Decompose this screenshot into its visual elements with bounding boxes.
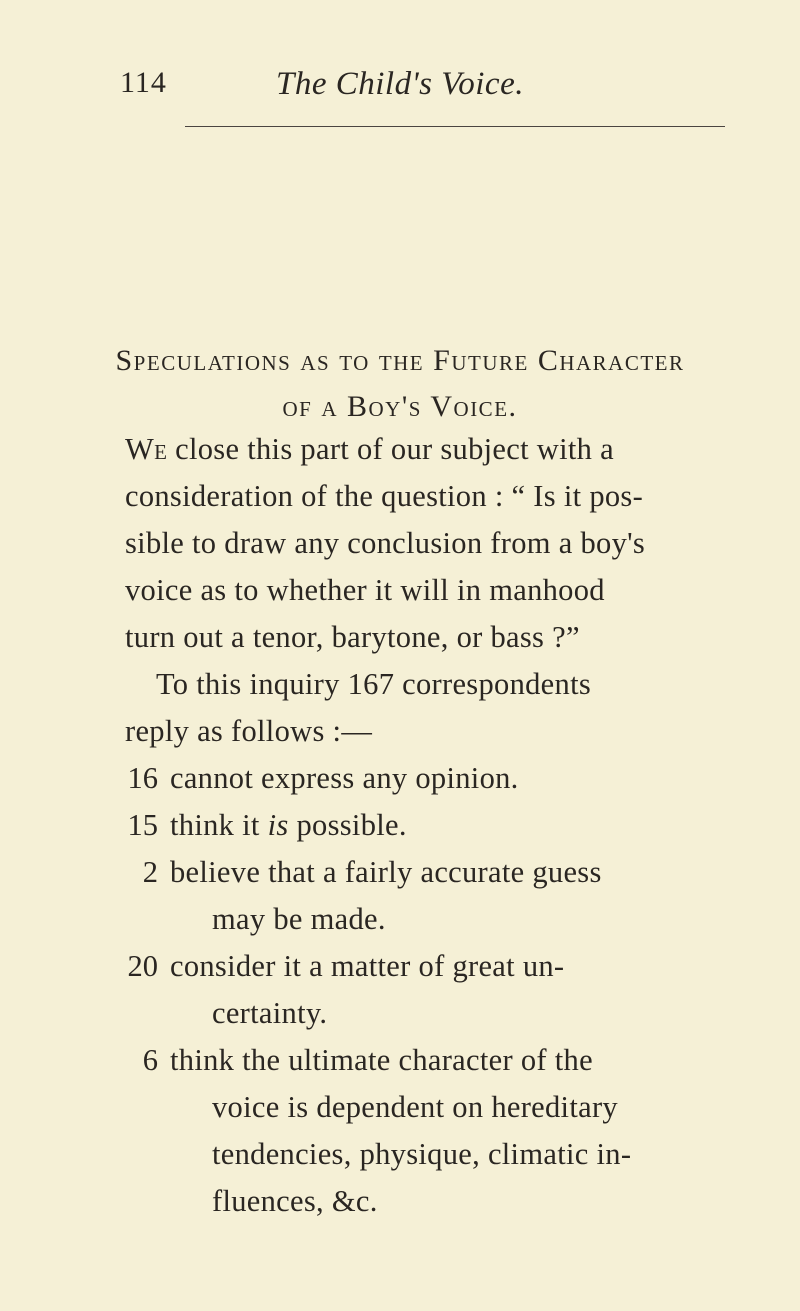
- intro-lead-word: We: [125, 432, 168, 466]
- intro-line-1: We close this part of our subject with a: [125, 432, 614, 466]
- running-head: The Child's Voice.: [276, 66, 524, 102]
- page-number: 114: [120, 66, 167, 99]
- page-header: [0, 66, 800, 116]
- header-rule: [185, 126, 725, 127]
- response-text: consider it a matter of great un-: [170, 949, 565, 983]
- response-count: 20: [127, 949, 158, 983]
- response-count: 15: [127, 808, 158, 842]
- section-heading-line-1: Speculations as to the Future Character: [115, 344, 685, 377]
- response-text-continued: certainty.: [212, 996, 328, 1030]
- response-text-continued: fluences, &c.: [212, 1184, 378, 1218]
- response-text-continued: tendencies, physique, climatic in-: [212, 1137, 632, 1171]
- inquiry-line-2: reply as follows :—: [125, 714, 373, 748]
- response-text: think it is possible.: [170, 808, 407, 842]
- response-text-continued: voice is dependent on hereditary: [212, 1090, 618, 1124]
- section-heading: [0, 338, 800, 430]
- response-text: cannot express any opinion.: [170, 761, 519, 795]
- response-count: 16: [127, 761, 158, 795]
- intro-line-5: turn out a tenor, barytone, or bass ?”: [125, 620, 580, 654]
- intro-line-3: sible to draw any conclusion from a boy's: [125, 526, 646, 560]
- response-count: 6: [142, 1043, 158, 1077]
- intro-line-4: voice as to whether it will in manhood: [125, 573, 605, 607]
- response-text: think the ultimate character of the: [170, 1043, 593, 1077]
- section-heading-line-2: of a Boy's Voice.: [282, 390, 518, 423]
- response-text: believe that a fairly accurate guess: [170, 855, 602, 889]
- response-count: 2: [142, 855, 158, 889]
- response-text-continued: may be made.: [212, 902, 386, 936]
- intro-line-2: consideration of the question : “ Is it pos-: [125, 479, 644, 513]
- inquiry-line-1: To this inquiry 167 correspondents: [156, 667, 592, 701]
